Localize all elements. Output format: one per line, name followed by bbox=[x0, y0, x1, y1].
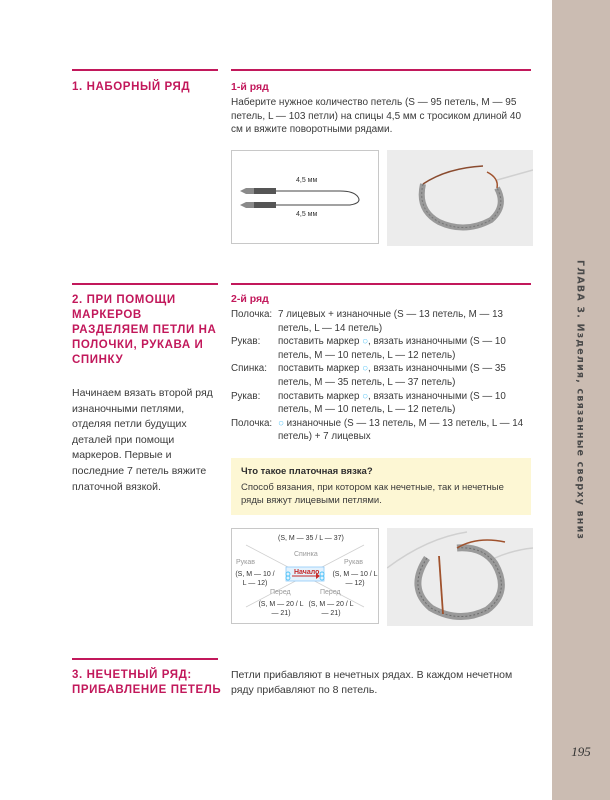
row-2-line-label: Полочка: bbox=[231, 309, 273, 320]
section-1-rule bbox=[72, 69, 218, 71]
needle-size-top: 4,5 мм bbox=[296, 177, 318, 184]
section-3-text: Петли прибавляют в нечетных рядах. В каждом нечетном ряду прибавляют по 8 петель. bbox=[231, 669, 513, 696]
row-2-line bbox=[231, 417, 531, 444]
tip-title: Что такое платочная вязка? bbox=[241, 466, 373, 477]
marker-icon: ○ bbox=[278, 417, 284, 429]
needle-size-bottom: 4,5 мм bbox=[296, 211, 318, 218]
row-2-line-text: 7 лицевых + изнаночные (S — 13 петель, M — 13 петель, L — 14 петель) bbox=[278, 309, 503, 334]
front-right-count: (S, M — 20 / L — 21) bbox=[308, 601, 354, 617]
sleeve-right-label: Рукав bbox=[344, 559, 363, 566]
section-2-rule-right bbox=[231, 283, 531, 285]
row-2-heading: 2-й ряд bbox=[231, 293, 269, 305]
sleeve-right-count: (S, M — 10 / L — 12) bbox=[332, 571, 378, 587]
marker-icon: ○ bbox=[362, 390, 369, 402]
sleeve-left-label: Рукав bbox=[236, 559, 255, 566]
chapter-title: ГЛАВА 3. Изделия, связанные сверху вниз bbox=[574, 259, 586, 541]
marker-icon: ○ bbox=[362, 363, 369, 375]
cast-on-photo bbox=[387, 150, 533, 246]
front-right-label: Перед bbox=[320, 589, 341, 596]
front-left-label: Перед bbox=[270, 589, 291, 596]
needles-illustration bbox=[231, 150, 379, 244]
row-1-heading: 1-й ряд bbox=[231, 81, 269, 93]
section-1-title: 1. НАБОРНЫЙ РЯД bbox=[72, 81, 191, 93]
section-2-intro: Начинаем вязать второй ряд изнаночными петлями, отделяя петли будущих деталей при помощи маркеров. Первые и последние 7 петель вяжите платочной вязкой. bbox=[72, 387, 213, 493]
row-2-line-text: поставить маркер ○, вязать изнаночными (S — 10 петель, M — 10 петель, L — 12 петель) bbox=[278, 336, 506, 361]
row-2-line bbox=[231, 390, 531, 417]
back-label: Спинка bbox=[294, 551, 318, 558]
marker-icon: ○ bbox=[362, 336, 369, 348]
row-2-line bbox=[231, 362, 531, 389]
row-2-instructions bbox=[231, 308, 531, 444]
row-1-text: Наберите нужное количество петель (S — 95 петель, M — 95 петель, L — 103 петли) на спицы 4,5 мм с тросиком длиной 40 см и вяжите поворотными рядами. bbox=[231, 97, 522, 135]
circular-needle-icon bbox=[232, 151, 378, 243]
section-3-title: 3. НЕЧЕТНЫЙ РЯД: ПРИБАВЛЕНИЕ ПЕТЕЛЬ bbox=[72, 669, 222, 696]
row-2-line-label: Рукав: bbox=[231, 336, 261, 348]
row-2-line bbox=[231, 335, 531, 362]
tip-box bbox=[231, 458, 531, 515]
section-2-rule bbox=[72, 283, 218, 285]
page-number: 195 bbox=[571, 744, 591, 759]
row-2-line bbox=[231, 308, 531, 335]
sleeve-left-count: (S, M — 10 / L — 12) bbox=[235, 571, 275, 587]
section-2-title: 2. ПРИ ПОМОЩИ МАРКЕРОВ РАЗДЕЛЯЕМ ПЕТЛИ НА ПОЛОЧКИ, РУКАВА И СПИНКУ bbox=[72, 294, 217, 366]
section-3-rule bbox=[72, 658, 218, 660]
start-label: Начало bbox=[294, 569, 320, 576]
back-count: (S, M — 35 / L — 37) bbox=[278, 535, 344, 542]
row-2-line-text: ○ изнаночные (S — 13 петель, M — 13 петель, L — 14 петель) + 7 лицевых bbox=[278, 417, 524, 443]
row-2-line-label: Рукав: bbox=[231, 390, 261, 402]
row-2-line-label: Полочка: bbox=[231, 417, 273, 429]
row-2-line-text: поставить маркер ○, вязать изнаночными (S — 10 петель, M — 10 петель, L — 12 петель) bbox=[278, 390, 506, 416]
section-1-rule-right bbox=[231, 69, 531, 71]
marker-diagram bbox=[231, 528, 379, 624]
markers-photo bbox=[387, 528, 533, 626]
tip-text: Способ вязания, при котором как нечетные, так и нечетные ряды вяжут лицевыми петлями. bbox=[241, 482, 504, 506]
row-2-line-text: поставить маркер ○, вязать изнаночными (S — 35 петель, M — 35 петель, L — 37 петель) bbox=[278, 363, 506, 388]
front-left-count: (S, M — 20 / L — 21) bbox=[258, 601, 304, 617]
row-2-line-label: Спинка: bbox=[231, 363, 267, 375]
